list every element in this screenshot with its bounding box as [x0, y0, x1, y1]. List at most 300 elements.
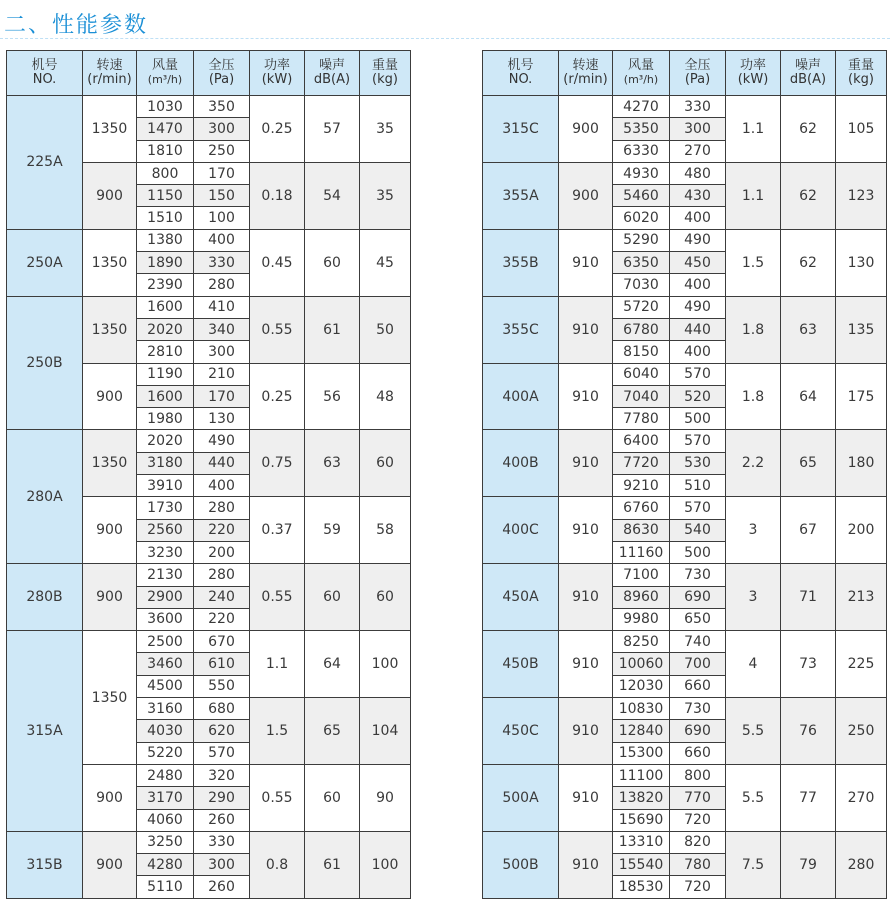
power-cell: 0.18 — [250, 162, 305, 229]
airflow-cell: 7100 — [613, 564, 670, 586]
weight-cell: 50 — [360, 296, 411, 363]
pressure-cell: 570 — [670, 497, 726, 519]
airflow-cell: 1730 — [137, 497, 194, 519]
pressure-cell: 720 — [670, 809, 726, 831]
pressure-cell: 570 — [670, 363, 726, 385]
weight-cell: 105 — [836, 96, 887, 163]
pressure-cell: 770 — [670, 787, 726, 809]
airflow-cell: 2020 — [137, 318, 194, 340]
header-unit: (m³/h) — [623, 73, 659, 86]
airflow-cell: 5220 — [137, 742, 194, 764]
model-cell: 355C — [483, 296, 559, 363]
airflow-cell: 5720 — [613, 296, 670, 318]
airflow-cell: 6780 — [613, 318, 670, 340]
table-row — [483, 764, 887, 786]
airflow-cell: 1510 — [137, 207, 194, 229]
pressure-cell: 730 — [670, 698, 726, 720]
weight-cell: 200 — [836, 497, 887, 564]
pressure-cell: 320 — [194, 764, 250, 786]
noise-cell: 62 — [781, 162, 836, 229]
pressure-cell: 300 — [194, 118, 250, 140]
header-unit: dB(A) — [313, 72, 351, 87]
airflow-cell: 8150 — [613, 341, 670, 363]
weight-cell: 130 — [836, 229, 887, 296]
weight-cell: 100 — [360, 631, 411, 698]
weight-cell: 60 — [360, 430, 411, 497]
pressure-cell: 650 — [670, 608, 726, 630]
model-cell: 400B — [483, 430, 559, 497]
airflow-cell: 800 — [137, 162, 194, 184]
header-label: 风量 — [627, 58, 654, 73]
header-label: 风量 — [151, 58, 178, 73]
header-model-no — [7, 51, 83, 96]
table-row — [483, 296, 887, 318]
airflow-cell: 7040 — [613, 385, 670, 407]
power-cell: 1.1 — [726, 96, 781, 163]
speed-cell: 900 — [559, 162, 613, 229]
speed-cell: 1350 — [83, 631, 137, 765]
power-cell: 1.5 — [250, 698, 305, 765]
header-label: 转速 — [96, 58, 123, 73]
pressure-cell: 480 — [670, 162, 726, 184]
weight-cell: 135 — [836, 296, 887, 363]
pressure-cell: 330 — [670, 96, 726, 118]
airflow-cell: 1150 — [137, 185, 194, 207]
table-row — [483, 430, 887, 452]
pressure-cell: 570 — [194, 742, 250, 764]
pressure-cell: 730 — [670, 564, 726, 586]
header-label: 功率 — [739, 58, 766, 73]
pressure-cell: 150 — [194, 185, 250, 207]
airflow-cell: 15690 — [613, 809, 670, 831]
power-cell: 2.2 — [726, 430, 781, 497]
power-cell: 0.45 — [250, 229, 305, 296]
model-cell: 400C — [483, 497, 559, 564]
power-cell: 1.8 — [726, 296, 781, 363]
pressure-cell: 400 — [670, 341, 726, 363]
airflow-cell: 3250 — [137, 831, 194, 853]
airflow-cell: 2480 — [137, 764, 194, 786]
weight-cell: 225 — [836, 631, 887, 698]
pressure-cell: 540 — [670, 519, 726, 541]
airflow-cell: 10830 — [613, 698, 670, 720]
power-cell: 3 — [726, 497, 781, 564]
airflow-cell: 8960 — [613, 586, 670, 608]
header-speed — [83, 51, 137, 96]
speed-cell: 910 — [559, 764, 613, 831]
speed-cell: 900 — [559, 96, 613, 163]
header-unit: (r/min) — [563, 72, 608, 87]
noise-cell: 62 — [781, 96, 836, 163]
airflow-cell: 11100 — [613, 764, 670, 786]
airflow-cell: 13310 — [613, 831, 670, 853]
pressure-cell: 450 — [670, 252, 726, 274]
speed-cell: 900 — [83, 363, 137, 430]
airflow-cell: 5290 — [613, 229, 670, 251]
pressure-cell: 800 — [670, 764, 726, 786]
airflow-cell: 3180 — [137, 452, 194, 474]
header-label: 机号 — [31, 58, 58, 73]
noise-cell: 71 — [781, 564, 836, 631]
pressure-cell: 250 — [194, 140, 250, 162]
header-airflow — [613, 51, 670, 96]
header-weight — [836, 51, 887, 96]
model-cell: 450C — [483, 698, 559, 765]
airflow-cell: 2500 — [137, 631, 194, 653]
pressure-cell: 550 — [194, 675, 250, 697]
pressure-cell: 300 — [194, 854, 250, 876]
pressure-cell: 520 — [670, 385, 726, 407]
pressure-cell: 260 — [194, 876, 250, 898]
speed-cell: 910 — [559, 831, 613, 898]
noise-cell: 59 — [305, 497, 360, 564]
model-cell: 280A — [7, 430, 83, 564]
weight-cell: 100 — [360, 831, 411, 898]
noise-cell: 79 — [781, 831, 836, 898]
pressure-cell: 300 — [670, 118, 726, 140]
pressure-cell: 440 — [670, 318, 726, 340]
airflow-cell: 1030 — [137, 96, 194, 118]
header-label: 噪声 — [318, 58, 345, 73]
performance-table-left — [6, 50, 411, 899]
weight-cell: 180 — [836, 430, 887, 497]
pressure-cell: 500 — [670, 408, 726, 430]
airflow-cell: 3910 — [137, 475, 194, 497]
airflow-cell: 11160 — [613, 541, 670, 563]
airflow-cell: 8250 — [613, 631, 670, 653]
airflow-cell: 4280 — [137, 854, 194, 876]
airflow-cell: 2390 — [137, 274, 194, 296]
noise-cell: 65 — [781, 430, 836, 497]
pressure-cell: 820 — [670, 831, 726, 853]
pressure-cell: 660 — [670, 742, 726, 764]
speed-cell: 910 — [559, 430, 613, 497]
noise-cell: 62 — [781, 229, 836, 296]
power-cell: 0.55 — [250, 764, 305, 831]
model-cell: 315B — [7, 831, 83, 898]
pressure-cell: 280 — [194, 274, 250, 296]
airflow-cell: 1810 — [137, 140, 194, 162]
power-cell: 0.25 — [250, 96, 305, 163]
pressure-cell: 290 — [194, 787, 250, 809]
airflow-cell: 4930 — [613, 162, 670, 184]
weight-cell: 213 — [836, 564, 887, 631]
model-cell: 250B — [7, 296, 83, 430]
airflow-cell: 9210 — [613, 475, 670, 497]
pressure-cell: 220 — [194, 608, 250, 630]
section-title: 二、性能参数 — [4, 13, 149, 38]
table-row — [483, 162, 887, 184]
speed-cell: 900 — [83, 162, 137, 229]
airflow-cell: 3460 — [137, 653, 194, 675]
header-model-no — [483, 51, 559, 96]
weight-cell: 48 — [360, 363, 411, 430]
performance-table-right — [482, 50, 887, 899]
noise-cell: 61 — [305, 831, 360, 898]
weight-cell: 280 — [836, 831, 887, 898]
airflow-cell: 13820 — [613, 787, 670, 809]
pressure-cell: 510 — [670, 475, 726, 497]
airflow-cell: 2130 — [137, 564, 194, 586]
power-cell: 4 — [726, 631, 781, 698]
header-unit: (kg) — [848, 72, 874, 87]
pressure-cell: 690 — [670, 586, 726, 608]
airflow-cell: 6330 — [613, 140, 670, 162]
noise-cell: 77 — [781, 764, 836, 831]
power-cell: 1.8 — [726, 363, 781, 430]
header-label: 全压 — [208, 58, 235, 73]
airflow-cell: 2900 — [137, 586, 194, 608]
speed-cell: 910 — [559, 229, 613, 296]
weight-cell: 90 — [360, 764, 411, 831]
table-row — [7, 564, 411, 586]
noise-cell: 60 — [305, 229, 360, 296]
header-unit: (r/min) — [87, 72, 132, 87]
header-power — [250, 51, 305, 96]
airflow-cell: 12840 — [613, 720, 670, 742]
airflow-cell: 6400 — [613, 430, 670, 452]
airflow-cell: 12030 — [613, 675, 670, 697]
model-cell: 280B — [7, 564, 83, 631]
table-row — [483, 363, 887, 385]
weight-cell: 35 — [360, 96, 411, 163]
model-cell: 400A — [483, 363, 559, 430]
header-unit: (kW) — [261, 72, 293, 87]
speed-cell: 910 — [559, 497, 613, 564]
header-power — [726, 51, 781, 96]
power-cell: 0.25 — [250, 363, 305, 430]
pressure-cell: 440 — [194, 452, 250, 474]
airflow-cell: 5350 — [613, 118, 670, 140]
table-row — [7, 430, 411, 452]
pressure-cell: 240 — [194, 586, 250, 608]
noise-cell: 60 — [305, 564, 360, 631]
weight-cell: 104 — [360, 698, 411, 765]
airflow-cell: 4030 — [137, 720, 194, 742]
noise-cell: 65 — [305, 698, 360, 765]
airflow-cell: 1380 — [137, 229, 194, 251]
pressure-cell: 410 — [194, 296, 250, 318]
header-unit: (kg) — [372, 72, 398, 87]
airflow-cell: 1470 — [137, 118, 194, 140]
weight-cell: 123 — [836, 162, 887, 229]
header-label: 重量 — [847, 58, 874, 73]
pressure-cell: 280 — [194, 497, 250, 519]
model-cell: 315A — [7, 631, 83, 832]
pressure-cell: 280 — [194, 564, 250, 586]
airflow-cell: 1190 — [137, 363, 194, 385]
pressure-cell: 220 — [194, 519, 250, 541]
noise-cell: 73 — [781, 631, 836, 698]
pressure-cell: 780 — [670, 854, 726, 876]
pressure-cell: 490 — [670, 296, 726, 318]
airflow-cell: 2560 — [137, 519, 194, 541]
noise-cell: 67 — [781, 497, 836, 564]
pressure-cell: 570 — [670, 430, 726, 452]
pressure-cell: 200 — [194, 541, 250, 563]
table-row — [483, 631, 887, 653]
airflow-cell: 2810 — [137, 341, 194, 363]
header-weight — [360, 51, 411, 96]
pressure-cell: 690 — [670, 720, 726, 742]
pressure-cell: 330 — [194, 831, 250, 853]
power-cell: 1.5 — [726, 229, 781, 296]
pressure-cell: 400 — [670, 207, 726, 229]
table-row — [483, 564, 887, 586]
model-cell: 355A — [483, 162, 559, 229]
noise-cell: 63 — [305, 430, 360, 497]
header-label: 重量 — [371, 58, 398, 73]
pressure-cell: 400 — [670, 274, 726, 296]
header-unit: (Pa) — [684, 72, 711, 87]
airflow-cell: 8630 — [613, 519, 670, 541]
airflow-cell: 6040 — [613, 363, 670, 385]
speed-cell: 910 — [559, 698, 613, 765]
noise-cell: 57 — [305, 96, 360, 163]
table-row — [483, 831, 887, 853]
weight-cell: 58 — [360, 497, 411, 564]
speed-cell: 900 — [83, 764, 137, 831]
header-total-pressure — [670, 51, 726, 96]
airflow-cell: 7030 — [613, 274, 670, 296]
header-airflow — [137, 51, 194, 96]
speed-cell: 1350 — [83, 229, 137, 296]
weight-cell: 35 — [360, 162, 411, 229]
airflow-cell: 3170 — [137, 787, 194, 809]
header-unit: (Pa) — [208, 72, 235, 87]
speed-cell: 910 — [559, 564, 613, 631]
noise-cell: 56 — [305, 363, 360, 430]
header-row — [483, 51, 887, 96]
model-cell: 225A — [7, 96, 83, 230]
header-label: 噪声 — [794, 58, 821, 73]
pressure-cell: 740 — [670, 631, 726, 653]
table-row — [483, 698, 887, 720]
weight-cell: 60 — [360, 564, 411, 631]
airflow-cell: 18530 — [613, 876, 670, 898]
header-noise — [305, 51, 360, 96]
airflow-cell: 4270 — [613, 96, 670, 118]
model-cell: 450A — [483, 564, 559, 631]
airflow-cell: 3230 — [137, 541, 194, 563]
power-cell: 0.75 — [250, 430, 305, 497]
header-total-pressure — [194, 51, 250, 96]
airflow-cell: 3600 — [137, 608, 194, 630]
pressure-cell: 400 — [194, 475, 250, 497]
speed-cell: 900 — [83, 497, 137, 564]
speed-cell: 1350 — [83, 96, 137, 163]
header-label: 转速 — [572, 58, 599, 73]
airflow-cell: 7780 — [613, 408, 670, 430]
weight-cell: 175 — [836, 363, 887, 430]
noise-cell: 64 — [305, 631, 360, 698]
power-cell: 0.55 — [250, 296, 305, 363]
pressure-cell: 620 — [194, 720, 250, 742]
power-cell: 1.1 — [250, 631, 305, 698]
airflow-cell: 6760 — [613, 497, 670, 519]
power-cell: 1.1 — [726, 162, 781, 229]
pressure-cell: 660 — [670, 675, 726, 697]
airflow-cell: 1890 — [137, 252, 194, 274]
speed-cell: 900 — [83, 831, 137, 898]
noise-cell: 61 — [305, 296, 360, 363]
model-cell: 450B — [483, 631, 559, 698]
pressure-cell: 670 — [194, 631, 250, 653]
pressure-cell: 340 — [194, 318, 250, 340]
power-cell: 0.8 — [250, 831, 305, 898]
airflow-cell: 1600 — [137, 296, 194, 318]
table-row — [7, 229, 411, 251]
header-noise — [781, 51, 836, 96]
model-cell: 355B — [483, 229, 559, 296]
power-cell: 3 — [726, 564, 781, 631]
pressure-cell: 300 — [194, 341, 250, 363]
airflow-cell: 4500 — [137, 675, 194, 697]
noise-cell: 76 — [781, 698, 836, 765]
airflow-cell: 3160 — [137, 698, 194, 720]
weight-cell: 45 — [360, 229, 411, 296]
pressure-cell: 680 — [194, 698, 250, 720]
header-row — [7, 51, 411, 96]
airflow-cell: 4060 — [137, 809, 194, 831]
speed-cell: 1350 — [83, 296, 137, 363]
noise-cell: 63 — [781, 296, 836, 363]
table-row — [7, 96, 411, 118]
noise-cell: 64 — [781, 363, 836, 430]
speed-cell: 910 — [559, 363, 613, 430]
power-cell: 5.5 — [726, 698, 781, 765]
weight-cell: 250 — [836, 698, 887, 765]
model-cell: 500A — [483, 764, 559, 831]
pressure-cell: 350 — [194, 96, 250, 118]
table-row — [7, 831, 411, 853]
pressure-cell: 330 — [194, 252, 250, 274]
power-cell: 0.37 — [250, 497, 305, 564]
airflow-cell: 5460 — [613, 185, 670, 207]
table-row — [7, 296, 411, 318]
airflow-cell: 5110 — [137, 876, 194, 898]
pressure-cell: 530 — [670, 452, 726, 474]
title-divider — [0, 38, 890, 39]
pressure-cell: 210 — [194, 363, 250, 385]
table-row — [7, 631, 411, 653]
model-cell: 250A — [7, 229, 83, 296]
pressure-cell: 260 — [194, 809, 250, 831]
pressure-cell: 400 — [194, 229, 250, 251]
table-row — [483, 96, 887, 118]
pressure-cell: 430 — [670, 185, 726, 207]
weight-cell: 270 — [836, 764, 887, 831]
header-unit: dB(A) — [789, 72, 827, 87]
pressure-cell: 170 — [194, 385, 250, 407]
pressure-cell: 490 — [194, 430, 250, 452]
table-row — [483, 497, 887, 519]
header-unit: NO. — [32, 72, 57, 87]
airflow-cell: 2020 — [137, 430, 194, 452]
pressure-cell: 720 — [670, 876, 726, 898]
noise-cell: 54 — [305, 162, 360, 229]
model-cell: 500B — [483, 831, 559, 898]
speed-cell: 910 — [559, 296, 613, 363]
header-label: 机号 — [507, 58, 534, 73]
pressure-cell: 700 — [670, 653, 726, 675]
speed-cell: 1350 — [83, 430, 137, 497]
model-cell: 315C — [483, 96, 559, 163]
speed-cell: 910 — [559, 631, 613, 698]
header-speed — [559, 51, 613, 96]
pressure-cell: 100 — [194, 207, 250, 229]
airflow-cell: 7720 — [613, 452, 670, 474]
